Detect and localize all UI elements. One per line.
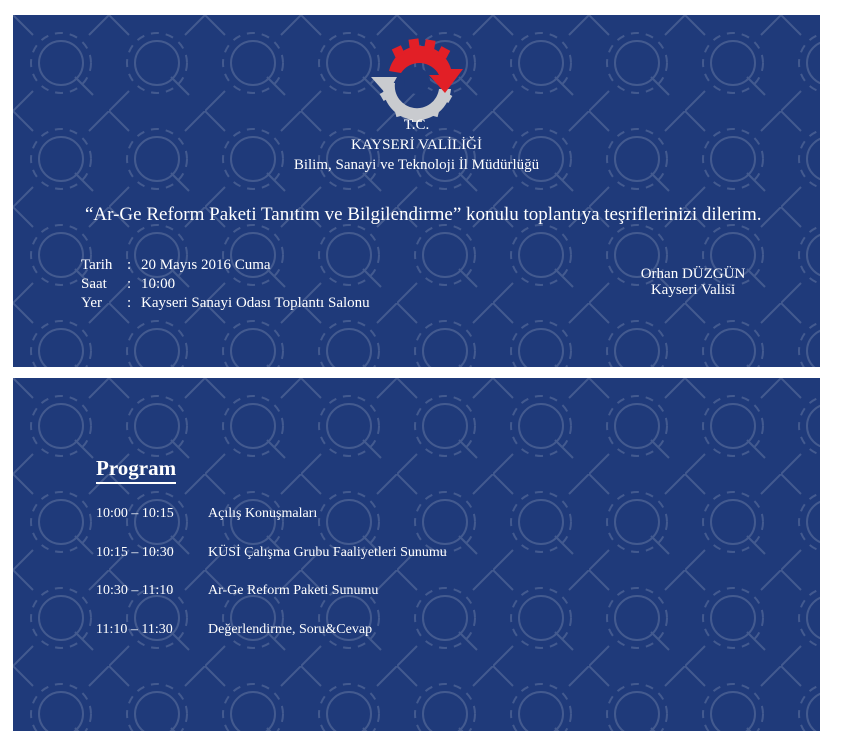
- schedule-item: [96, 622, 447, 661]
- invitation-card-program: [13, 378, 820, 731]
- schedule-title: KÜSİ Çalışma Grubu Faaliyetleri Sunumu: [208, 544, 447, 560]
- schedule-time: 10:00 – 10:15: [96, 506, 174, 521]
- signature-block: [613, 266, 773, 298]
- detail-row-place: [81, 294, 370, 313]
- signer-title: Kayseri Valisi: [650, 282, 736, 298]
- schedule-time: 10:15 – 10:30: [96, 544, 174, 560]
- governorship-title: KAYSERİ VALİLİĞİ: [351, 137, 482, 153]
- schedule-title: Değerlendirme, Soru&Cevap: [208, 621, 373, 637]
- detail-colon: :: [127, 295, 132, 311]
- program-title: Program: [96, 456, 176, 484]
- gear-logo-icon: [367, 33, 467, 125]
- signer-name: Orhan DÜZGÜN: [640, 266, 746, 282]
- invitation-card-front: [13, 15, 820, 367]
- detail-value: 10:00: [141, 276, 176, 292]
- schedule-item: [96, 506, 447, 545]
- tc-label: T.C.: [403, 117, 430, 133]
- schedule-time: 11:10 – 11:30: [96, 621, 173, 637]
- schedule-time: 10:30 – 11:10: [96, 583, 174, 598]
- program-schedule: [96, 506, 447, 660]
- detail-row-time: [81, 275, 370, 294]
- schedule-item: [96, 583, 447, 622]
- schedule-item: [96, 545, 447, 584]
- detail-colon: :: [127, 276, 132, 292]
- detail-row-date: [81, 256, 370, 275]
- detail-value: 20 Mayıs 2016 Cuma: [141, 257, 271, 273]
- detail-value: Kayseri Sanayi Odası Toplantı Salonu: [141, 295, 370, 311]
- detail-label: Yer: [81, 295, 102, 311]
- detail-label: Tarih: [81, 257, 113, 273]
- event-details: [81, 256, 370, 313]
- schedule-title: Ar-Ge Reform Paketi Sunumu: [208, 583, 379, 598]
- invitation-text: “Ar-Ge Reform Paketi Tanıtım ve Bilgilendirme” konulu toplantıya teşriflerinizi dilerim.: [85, 204, 762, 225]
- directorate-title: Bilim, Sanayi ve Teknoloji İl Müdürlüğü: [293, 157, 540, 173]
- schedule-title: Açılış Konuşmaları: [208, 506, 318, 521]
- detail-label: Saat: [81, 276, 107, 292]
- detail-colon: :: [127, 257, 132, 273]
